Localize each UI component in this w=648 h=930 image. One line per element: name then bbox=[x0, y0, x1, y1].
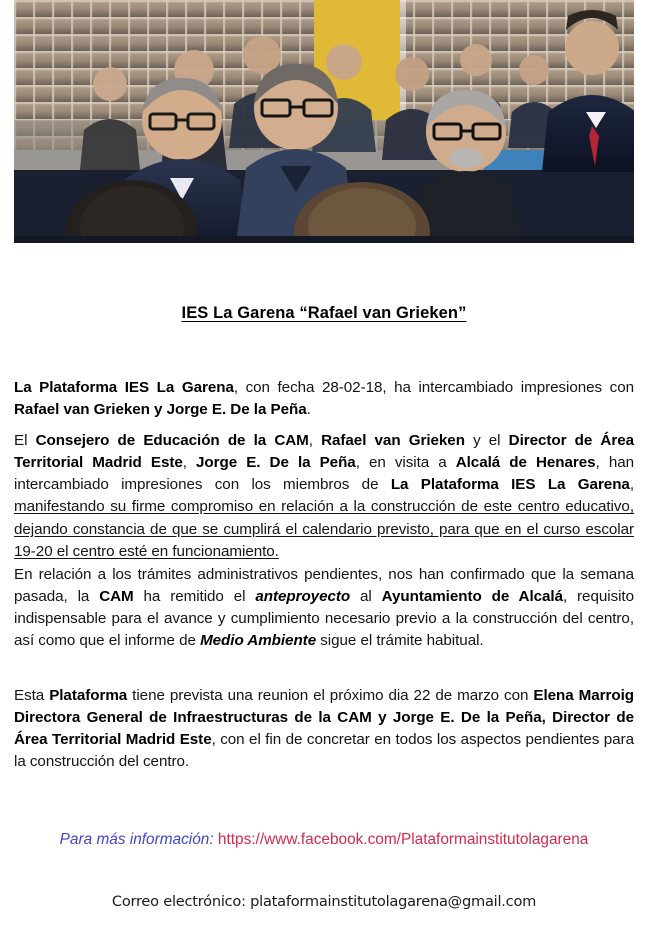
para2-segment-2: Consejero de Educación de la CAM bbox=[35, 432, 309, 450]
paragraph-intro bbox=[14, 377, 634, 421]
para1-segment-3: Rafael van Grieken y Jorge E. De la Peña bbox=[14, 401, 307, 419]
para2-segment-8: Jorge E. De la Peña bbox=[196, 454, 356, 472]
header-photo bbox=[14, 0, 634, 243]
para2-underlined-commitment: manifestando su firme compromiso en relación a la construcción de este centro educativo, dejando constancia de que se cumplirá el calendario previsto, para que en el curso escolar 19-20 el centro esté en funcionamiento. bbox=[14, 498, 634, 560]
para3-segment-2: CAM bbox=[99, 588, 134, 606]
para2-segment-7: , bbox=[182, 454, 197, 472]
para3-segment-3: ha remitido el bbox=[133, 588, 256, 606]
paragraph-meeting bbox=[14, 430, 634, 563]
paragraph-procedures bbox=[14, 564, 634, 652]
para2-segment-11: , han intercambiado impresiones con los miembros de bbox=[14, 454, 635, 494]
para2-segment-4: Rafael van Grieken bbox=[321, 432, 465, 450]
footer-email-line: Correo electrónico: plataformainstitutolagarena@gmail.com bbox=[111, 893, 537, 910]
para2-segment-10: Alcalá de Henares bbox=[455, 454, 596, 472]
para2-segment-3: , bbox=[308, 432, 322, 450]
para3-segment-5: al bbox=[350, 588, 382, 606]
para3-segment-1: En relación a los trámites administrativos pendientes, nos han confirmado que la semana pasada, la bbox=[14, 566, 634, 606]
document-title bbox=[14, 303, 634, 324]
facebook-link[interactable]: https://www.facebook.com/Plataformainstitutolagarena bbox=[217, 831, 589, 848]
para2-segment-9: , en visita a bbox=[355, 454, 456, 472]
para2-segment-12: La Plataforma IES La Garena bbox=[390, 476, 630, 494]
paragraph-next-meeting bbox=[14, 685, 634, 773]
para3-segment-9: sigue el trámite habitual. bbox=[316, 632, 484, 650]
group-photo-image bbox=[14, 0, 634, 243]
para1-segment-4: . bbox=[306, 401, 311, 419]
para4-segment-3: tiene prevista una reunion el próximo dia 22 de marzo con bbox=[127, 687, 534, 705]
para2-segment-5: y el bbox=[464, 432, 509, 450]
para3-segment-4: anteproyecto bbox=[255, 588, 351, 606]
para4-segment-2: Plataforma bbox=[49, 687, 128, 705]
para2-segment-13: , bbox=[629, 476, 634, 494]
para4-segment-4: Elena Marroig Directora General de Infraestructuras de la CAM y Jorge E. De la Peña, Director de Área Territorial Madrid Este bbox=[14, 687, 634, 749]
para4-segment-5: , con el fin de concretar en todos los aspectos pendientes para la construcción del centro. bbox=[14, 731, 634, 771]
para3-segment-6: Ayuntamiento de Alcalá bbox=[381, 588, 563, 606]
para2-segment-6: Director de Área Territorial Madrid Este bbox=[14, 432, 634, 472]
para3-segment-7: , requisito indispensable para el avance y cumplimiento necesario previo a la construcción del centro, así como que el informe de bbox=[14, 588, 634, 650]
para3-segment-8: Medio Ambiente bbox=[200, 632, 317, 650]
para2-segment-1: El bbox=[14, 432, 36, 450]
more-info-label: Para más información: bbox=[59, 831, 214, 848]
para4-segment-1: Esta bbox=[14, 687, 50, 705]
document-title-text: IES La Garena “Rafael van Grieken” bbox=[181, 304, 467, 322]
para1-segment-1: La Plataforma IES La Garena bbox=[14, 379, 234, 397]
para1-segment-2: , con fecha 28-02-18, ha intercambiado impresiones con bbox=[233, 379, 634, 397]
footer-more-info bbox=[14, 830, 634, 850]
